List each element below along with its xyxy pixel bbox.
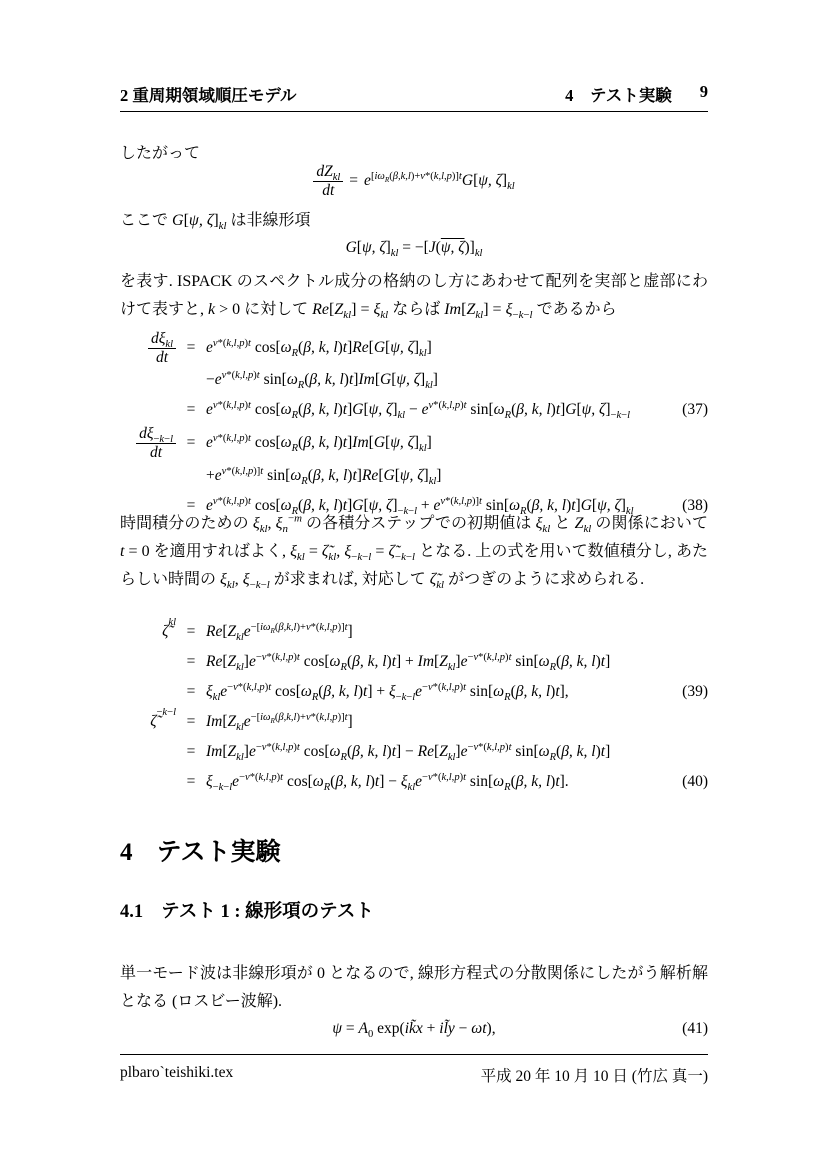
equation-row [120,395,708,425]
header-right-group [565,82,708,106]
equals-sign: = [186,653,196,670]
equation-lhs [120,425,176,462]
equation-number: (41) [682,1020,708,1037]
equation-row [120,461,708,491]
equation-41 [120,1020,708,1041]
equation-row [120,677,708,707]
equation-rhs: $e^{\nu*(k,l,p)t}$ $\cos[\omega_R(\beta$, k, l)t]G[ψ, $\zeta]_{-k-l} + e^{\nu*(k,l,p)]t}$ $\sin[\omega_R(\beta$, k, l)t]G[ψ, $\zeta]_{kl}$ [206,495,634,518]
equation-rhs: $\psi = A_0$ exp(ik̃x + il̃y − ωt), [332,1020,496,1041]
equation-row [120,707,708,737]
equation-rhs: $\xi_{kl}e^{-\nu*(k,l,p)t}$ $\cos[\omega_R(\beta$, k, $l)t] + \xi_{-k-l}e^{-\nu*(k,l,p)t}$ $\sin[\omega_R(\beta$, k, l)t], [206,681,569,704]
header-chapter-title: 2 重周期領域順圧モデル [120,86,297,105]
equation-rhs: $\xi_{-k-l}e^{-\nu*(k,l,p)t}$ $\cos[\omega_R(\beta$, k, $l)t] - \xi_{kl}e^{-\nu*(k,l,p)t}$ $\sin[\omega_R(\beta$, k, l)t]. [206,771,569,794]
equation-lhs [120,330,176,367]
equation-rhs: $Im[Z_{kl}e^{-[i\omega_R(\beta,k,l)+\nu*(k,l,p)]t}]$ [206,711,353,734]
paragraph-shitagatte: したがって [120,145,201,162]
equals-sign: = [186,773,196,790]
footer-filename: plbaro`teishiki.tex [120,1064,234,1081]
page-footer [120,1054,708,1086]
fraction-denominator: dt [155,348,169,366]
equation-row [120,647,708,677]
equals-sign: = [186,623,196,640]
equation-number: (40) [682,773,708,790]
equation-rhs: $-e^{\nu*(k,l,p)t}$ $\sin[\omega_R(\beta$, k, l)t]Im[G[ψ, $\zeta]_{kl}$] [206,369,438,392]
paragraph-kokode: ここで G[ψ, $\zeta]_{kl}$ は非線形項 [120,212,311,233]
equation-rhs: $e^{[i\omega_R(\beta,k,l)+\nu*(k,l,p)]t}G[\psi$, $\zeta]_{kl}$ [364,170,515,193]
equals-sign: = [186,497,196,514]
section-number: 4 [120,839,133,866]
subsection-number: 4.1 [120,902,144,922]
equals-sign: = [186,434,196,451]
equals-sign: = [186,683,196,700]
equation-rhs: $+e^{\nu*(k,l,p)]t}$ $\sin[\omega_R(\beta$, k, l)t]Re[G[ψ, $\zeta]_{kl}$] [206,465,442,488]
equation-rhs: $Re[Z_{kl}]e^{-\nu*(k,l,p)t}$ $\cos[\omega_R(\beta$, k, $l)t] + Im[Z_{kl}]e^{-\nu*(k,l,p)t}$ $\sin[\omega_R(\beta$, k, l)t] [206,651,611,674]
equation-lhs: ζ̃ −k−l [150,707,176,730]
fraction-numerator: $d\xi_{kl}$ [148,330,176,349]
equation-number: (38) [682,497,708,514]
header-page-number: 9 [699,82,708,101]
paragraph-tanitsu-mode: 単一モード波は非線形項が 0 となるので, 線形方程式の分散関係にしたがう解析解となる (ロスビー波解). [120,965,708,1010]
equation-rhs: $e^{\nu*(k,l,p)t}$ $\cos[\omega_R(\beta$, k, l)t]G[ψ, $\zeta]_{kl} - e^{\nu*(k,l,p)t}$ $\sin[\omega_R(\beta$, k, l)t]G[ψ, $\zeta]_{-k-l}$ [206,399,631,422]
equation-rhs: $Re[Z_{kl}e^{-[i\omega_R(\beta,k,l)+\nu*(k,l,p)]t}]$ [206,621,353,644]
paragraph-jikan-sekibun: 時間積分のための $\xi_{kl}$, $\xi_n^{-m}$ の各積分ステップでの初期値は $\xi_{kl}$ と $Z_{kl}$ の関係において t = 0 を適用すればよく, $\xi_{kl}$ = $\zetã_{kl}$, $\xi_{-k-l}$ = $\zetã_{-k-l}$ となる. 上の式を用いて数値積分し, あたらしい時間の $\xi_{kl}$, $\xi_{-k-l}$ が求まれば, 対応して $\zetã_{kl}$ がつぎのように求められる. [120,512,708,592]
equals-sign: = [186,743,196,760]
equation-number: (39) [682,683,708,700]
header-section-label: 4 テスト実験 [565,86,672,105]
eqnarray-37-38 [120,331,708,521]
equals-sign: = [349,172,359,189]
equation-dzdt [120,156,708,206]
equation-rhs: $e^{\nu*(k,l,p)t}$ $\cos[\omega_R(\beta$, k, l)t]Im[G[ψ, $\zeta]_{kl}$] [206,432,432,455]
fraction-numerator: $dZ_{kl}$ [313,163,343,182]
equation-lhs: ζ̃ kl [162,617,176,640]
equation-row [120,737,708,767]
page-header [120,82,708,112]
equation-row [120,617,708,647]
fraction [136,425,176,462]
fraction-denominator: dt [322,181,335,199]
subsection-title: テスト 1 : 線形項のテスト [161,902,374,922]
fraction [148,330,176,367]
footer-date: 平成 20 年 10 月 10 日 (竹広 真一) [480,1068,708,1085]
fraction [313,163,343,200]
subsection-heading [120,897,708,923]
equation-number: (37) [682,401,708,418]
equals-sign: = [186,713,196,730]
fraction-denominator: dt [150,443,163,461]
equation-row [120,331,708,365]
equation-row [120,365,708,395]
equation-nonlinear-term: G[ψ, $\zeta]_{kl} = -[J(\psi$, $\zeta)]_{kl}$ [345,239,483,260]
paragraph-arawasu: を表す. ISPACK のスペクトル成分の格納のし方にあわせて配列を実部と虚部にわけて表すと, k > 0 に対して $Re[Z_{kl}] = \xi_{kl}$ ならば $Im[Z_{kl}] = \xi_{-k-l}$ であるから [120,273,708,322]
equation-row [120,425,708,461]
section-heading [120,832,708,868]
equation-row [120,767,708,797]
fraction-numerator: $d\xi_{-k-l}$ [136,425,176,444]
equals-sign: = [186,401,196,418]
equation-rhs: $e^{\nu*(k,l,p)t}$ $\cos[\omega_R(\beta$, k, l)t]Re[G[ψ, $\zeta]_{kl}$] [206,337,432,360]
section-title: テスト実験 [156,839,281,866]
equals-sign: = [186,339,196,356]
equation-rhs: $Im[Z_{kl}]e^{-\nu*(k,l,p)t}$ $\cos[\omega_R(\beta$, k, $l)t] - Re[Z_{kl}]e^{-\nu*(k,l,p)t}$ $\sin[\omega_R(\beta$, k, l)t] [206,741,611,764]
eqnarray-39-40 [120,617,708,797]
